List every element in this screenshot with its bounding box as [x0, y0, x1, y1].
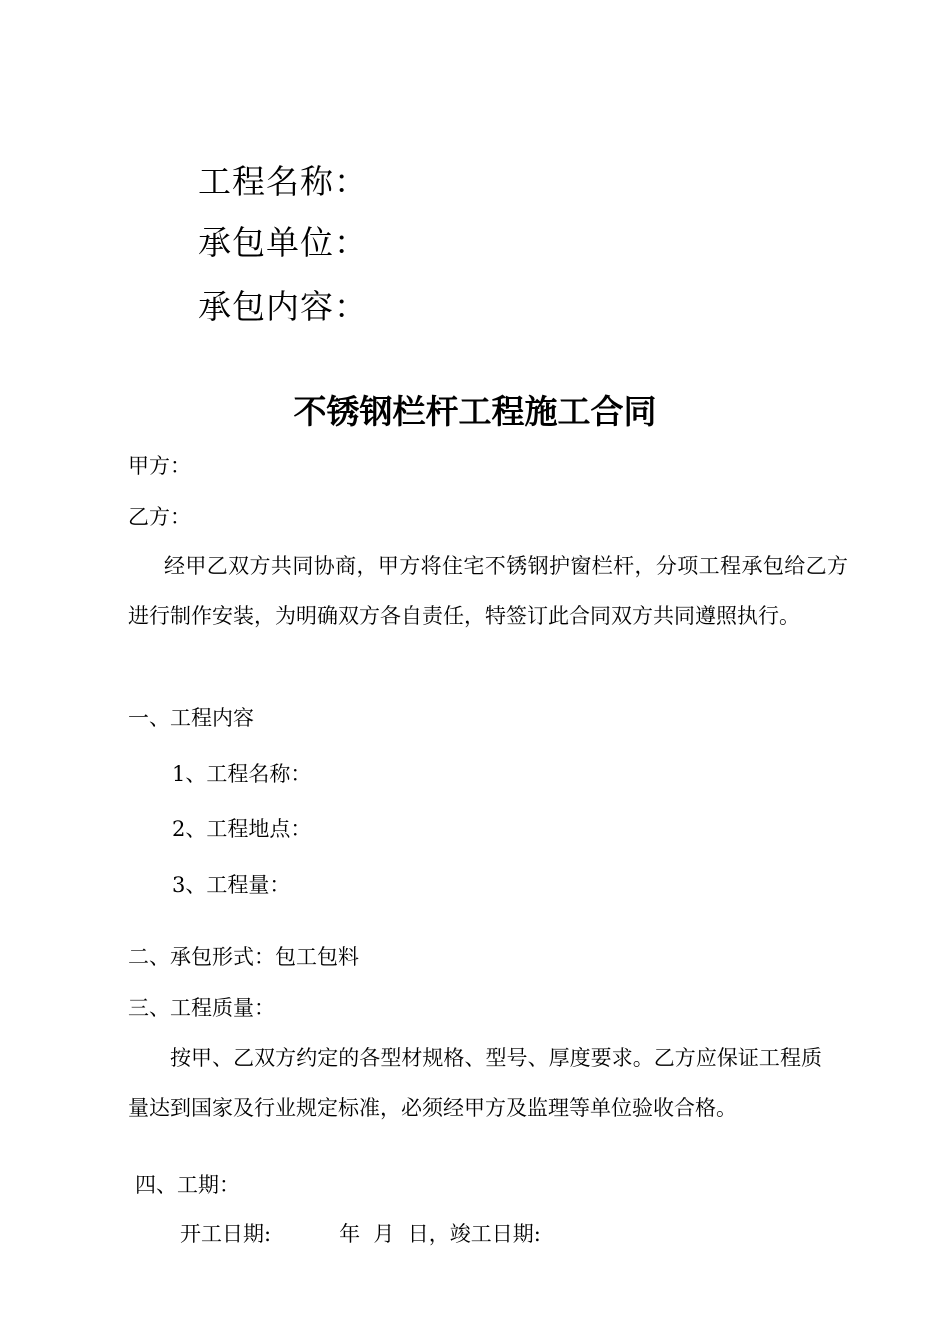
cover-contract-content-label: 承包内容：: [198, 287, 368, 326]
intro-paragraph: 经甲乙双方共同协商，甲方将住宅不锈钢护窗栏杆，分项工程承包给乙方进行制作安装，为明确双方各自责任，特签订此合同双方共同遵照执行。: [128, 554, 848, 628]
cover-contractor-label: 承包单位：: [198, 223, 368, 262]
party-a-label: 甲方：: [128, 454, 191, 478]
start-date-label: 开工日期:: [180, 1222, 272, 1246]
section-1-heading: 一、工程内容: [128, 706, 254, 730]
schedule-dates-row: [180, 1220, 541, 1248]
completion-date-label: 竣工日期:: [449, 1222, 541, 1246]
section-1-item-project-location: 2、工程地点：: [172, 817, 312, 841]
section-4-heading: 四、工期：: [135, 1173, 240, 1197]
section-3-body: 按甲、乙双方约定的各型材规格、型号、厚度要求。乙方应保证工程质量达到国家及行业规定标准，必须经甲方及监理等单位验收合格。: [128, 1046, 822, 1120]
start-date-placeholder: 年 月 日，: [339, 1222, 450, 1246]
section-1-item-quantity: 3、工程量：: [172, 873, 291, 897]
party-b-label: 乙方：: [128, 505, 191, 529]
contract-title: 不锈钢栏杆工程施工合同: [293, 392, 657, 431]
section-3-heading: 三、工程质量：: [128, 996, 275, 1020]
section-2-heading: 二、承包形式：包工包料: [128, 945, 359, 969]
cover-project-name-label: 工程名称：: [198, 162, 368, 201]
section-1-item-project-name: 1、工程名称：: [172, 762, 312, 786]
